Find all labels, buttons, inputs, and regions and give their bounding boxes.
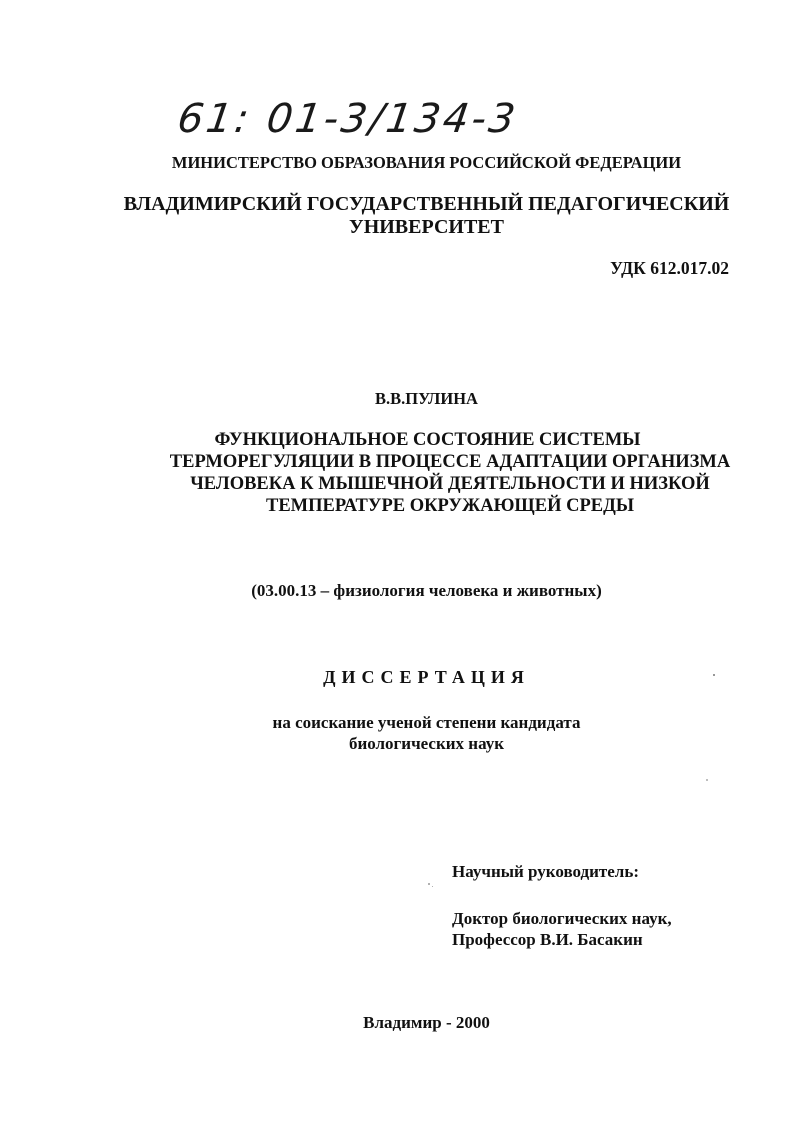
university-name-line2: УНИВЕРСИТЕТ: [349, 216, 504, 238]
degree-statement: [0, 712, 793, 754]
place-year: Владимир - 2000: [363, 1013, 490, 1032]
title-line-4: ТЕМПЕРАТУРЕ ОКРУЖАЮЩЕЙ СРЕДЫ: [266, 496, 634, 516]
university-name-line1: ВЛАДИМИРСКИЙ ГОСУДАРСТВЕННЫЙ ПЕДАГОГИЧЕСКИЙ: [123, 193, 730, 215]
document-type: ДИССЕРТАЦИЯ: [323, 667, 530, 687]
udk-code: УДК 612.017.02: [610, 258, 729, 278]
dissertation-title: [150, 429, 750, 517]
title-line-1: ФУНКЦИОНАЛЬНОЕ СОСТОЯНИЕ СИСТЕМЫ: [214, 430, 641, 450]
university-name: [0, 193, 793, 239]
title-line-2: ТЕРМОРЕГУЛЯЦИИ В ПРОЦЕССЕ АДАПТАЦИИ ОРГАНИЗМА: [169, 452, 731, 472]
ministry-heading: МИНИСТЕРСТВО ОБРАЗОВАНИЯ РОССИЙСКОЙ ФЕДЕРАЦИИ: [171, 153, 682, 172]
scan-speck: [428, 883, 430, 885]
advisor-name: Профессор В.И. Басакин: [452, 930, 643, 949]
specialty-code: (03.00.13 – физиология человека и животных): [251, 581, 602, 600]
degree-line2: биологических наук: [348, 734, 505, 753]
author-name: В.В.ПУЛИНА: [375, 389, 478, 408]
scan-speck: [706, 779, 708, 781]
scan-speck: [432, 886, 433, 887]
title-line-3: ЧЕЛОВЕКА К МЫШЕЧНОЙ ДЕЯТЕЛЬНОСТИ И НИЗКОЙ: [190, 474, 710, 494]
advisor-block: [452, 861, 672, 950]
advisor-label: Научный руководитель:: [452, 862, 639, 881]
degree-line1: на соискание ученой степени кандидата: [272, 713, 581, 732]
handwritten-archive-code: 61: 01-3/134-3: [174, 96, 521, 142]
scan-speck: [713, 674, 715, 676]
advisor-title: Доктор биологических наук,: [452, 909, 672, 928]
